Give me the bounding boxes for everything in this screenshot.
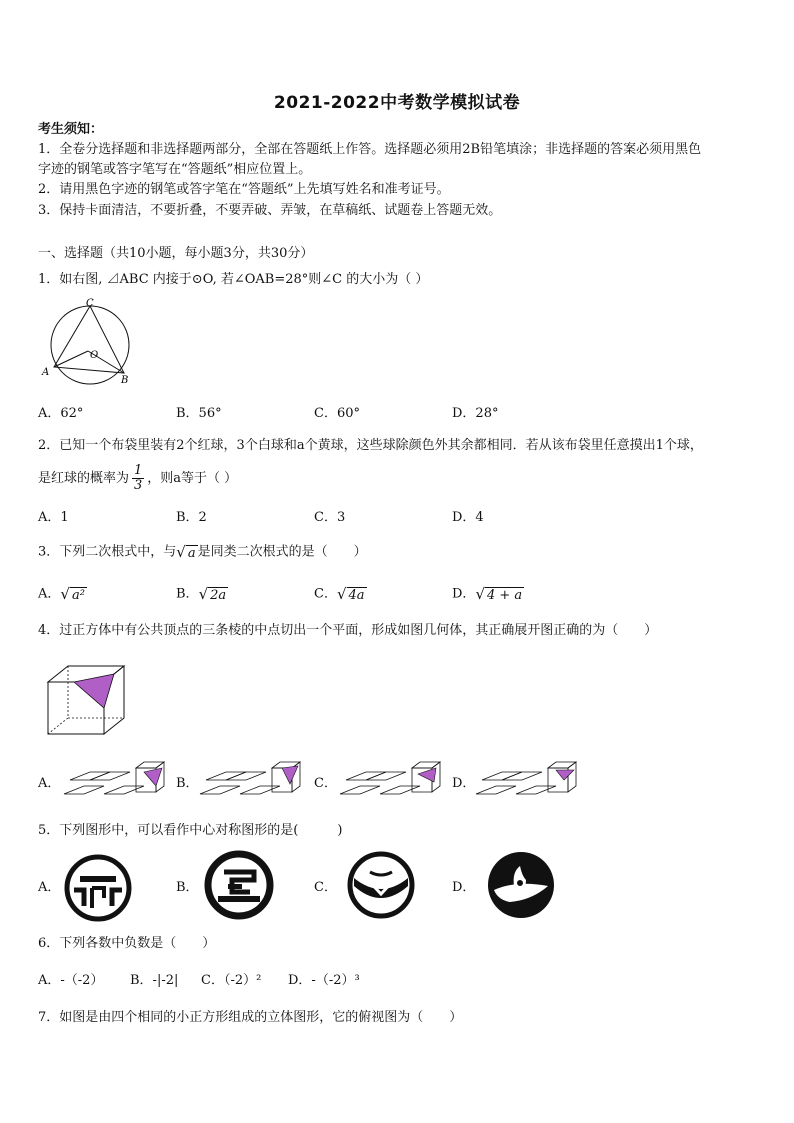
notice-item-3: 3．保持卡面清洁，不要折叠，不要弄破、弄皱，在草稿纸、试题卷上答题无效。 xyxy=(38,203,502,218)
q2-option-d[interactable]: D．4 xyxy=(452,510,484,525)
notice-heading: 考生须知： xyxy=(38,122,104,137)
q6-option-c[interactable]: C．（-2）² xyxy=(201,973,262,988)
label-c: C xyxy=(86,298,94,309)
label-o: O xyxy=(90,350,99,361)
question-6-text: 6．下列各数中负数是（ ） xyxy=(38,936,216,951)
q6-option-d[interactable]: D．-（-2）³ xyxy=(288,973,360,988)
q2-suffix: ，则a等于（ ） xyxy=(147,471,238,486)
q1-option-d[interactable]: D．28° xyxy=(452,406,499,421)
q5-option-d-label[interactable]: D． xyxy=(452,880,476,895)
question-3-text: 3．下列二次根式中，与 √ a 是同类二次根式的是（ ） xyxy=(38,543,367,561)
notice-item-2: 2．请用黑色字迹的钢笔或答字笔在“答题纸”上先填写姓名和准考证号。 xyxy=(38,182,450,197)
notice-item-1-cont: 字迹的钢笔或答字笔写在“答题纸”相应位置上。 xyxy=(38,162,312,177)
q1-option-a[interactable]: A．62° xyxy=(38,406,84,421)
question-4-text: 4．过正方体中有公共顶点的三条棱的中点切出一个平面，形成如图几何体，其正确展开图正确的为（ ） xyxy=(38,623,658,638)
label-b: B xyxy=(121,375,129,386)
q3-option-c[interactable]: C． √ 4a xyxy=(314,585,365,603)
q3-option-a[interactable]: A． √ a² xyxy=(38,585,85,603)
question-7-text: 7．如图是由四个相同的小正方形组成的立体图形，它的俯视图为（ ） xyxy=(38,1010,463,1025)
notice-item-1: 1．全卷分选择题和非选择题两部分，全部在答题纸上作答。选择题必须用2B铅笔填涂；非选择题的答案必须用黑色 xyxy=(38,142,702,157)
question-1-text: 1．如右图, ⊿ABC 内接于⊙O, 若∠OAB=28°则∠C 的大小为（ ） xyxy=(38,272,429,287)
q1-option-b[interactable]: B．56° xyxy=(176,406,222,421)
q4-option-c-net[interactable] xyxy=(338,760,442,800)
question-2-text-cont xyxy=(38,462,237,496)
q5-option-c-label[interactable]: C． xyxy=(314,880,337,895)
sqrt-a-expression: √ a xyxy=(176,543,196,561)
q4-option-a-label[interactable]: A． xyxy=(38,776,61,791)
q2-option-c[interactable]: C．3 xyxy=(314,510,346,525)
q1-option-c[interactable]: C．60° xyxy=(314,406,360,421)
label-a: A xyxy=(42,367,50,378)
q6-option-b[interactable]: B．-|-2| xyxy=(130,973,179,988)
exam-title: 2021-2022中考数学模拟试卷 xyxy=(273,93,521,113)
probability-fraction: $\frac{1}{3}$ xyxy=(134,463,143,493)
cut-cube-figure xyxy=(44,662,128,738)
q5-option-a-label[interactable]: A． xyxy=(38,880,61,895)
q4-option-c-label[interactable]: C． xyxy=(314,776,337,791)
q5-option-b-emblem-icon[interactable] xyxy=(204,850,274,920)
q3-option-b[interactable]: B． √ 2a xyxy=(176,585,227,603)
q2-prefix: 是红球的概率为 xyxy=(38,471,130,486)
q4-option-d-net[interactable] xyxy=(474,760,578,800)
q4-option-a-net[interactable] xyxy=(62,760,166,800)
q5-option-b-label[interactable]: B． xyxy=(176,880,199,895)
q4-option-b-label[interactable]: B． xyxy=(176,776,199,791)
q5-option-d-emblem-icon[interactable] xyxy=(486,850,556,920)
q6-option-a[interactable]: A．-（-2） xyxy=(38,973,104,988)
q2-option-b[interactable]: B．2 xyxy=(176,510,207,525)
q4-option-d-label[interactable]: D． xyxy=(452,776,476,791)
question-2-text: 2．已知一个布袋里装有2个红球，3个白球和a个黄球，这些球除颜色外其余都相同．若从该布袋里任意摸出1个球， xyxy=(38,438,703,453)
q2-option-a[interactable]: A．1 xyxy=(38,510,69,525)
q4-option-b-net[interactable] xyxy=(198,760,302,800)
q5-option-a-emblem-icon[interactable] xyxy=(64,854,132,922)
question-5-text: 5．下列图形中，可以看作中心对称图形的是( ) xyxy=(38,823,343,838)
q3-option-d[interactable]: D． √ 4 + a xyxy=(452,585,523,603)
circle-triangle-figure xyxy=(38,297,142,389)
section-heading: 一、选择题（共10小题，每小题3分，共30分） xyxy=(38,246,314,261)
q5-option-c-emblem-icon[interactable] xyxy=(346,850,416,920)
